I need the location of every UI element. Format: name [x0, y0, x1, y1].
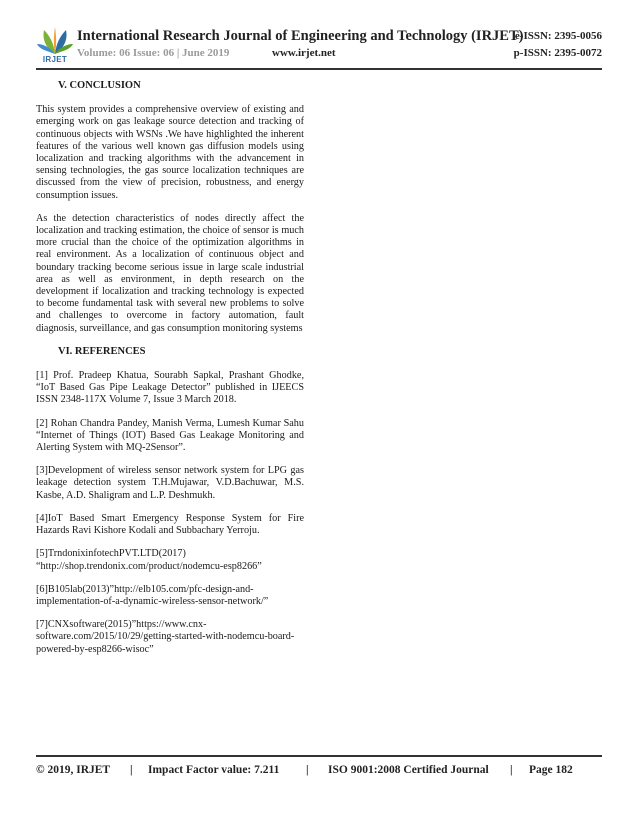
conclusion-paragraph: As the detection characteristics of nodes directly affect the localization and tracking estimation, the choice of sensor is much more crucial than the choice of the optimization algorithms in real environment. As a localization of continuous object and boundary tracking become serious issue in large scale industrial area as well as environment, in depth research on the development if localization and tracking technology is expected to become fundamental task with several new problems to solve and challenges to overcome in factory automation, fault diagnosis, surveillance, and gas consumption monitoring systems	[36, 212, 304, 334]
reference-item: [2] Rohan Chandra Pandey, Manish Verma, Lumesh Kumar Sahu “Internet of Things (IOT) Based Gas Leakage Monitoring and Alerting System with MQ-2Sensor”.	[36, 417, 304, 454]
reference-item: [3]Development of wireless sensor network system for LPG gas leakage detection system T.H.Mujawar, V.D.Bachuwar, M.S. Kasbe, A.D. Shaligram and L.P. Deshmukh.	[36, 465, 304, 501]
p-issn: p-ISSN: 2395-0072	[513, 47, 602, 59]
footer-separator: |	[510, 764, 513, 776]
conclusion-paragraph: This system provides a comprehensive overview of existing and emerging work on gas leakage source detection and tracking of continuous objects with WSNs .We have highlighted the inherent features of the various well known gas diffusion models using localization and tracking algorithms with the advancement in sensing technologies, the gas source localization techniques are discussed from the view of precision, robustness, and energy consumption issues.	[36, 104, 304, 201]
header-divider	[36, 68, 602, 70]
footer-separator: |	[130, 764, 133, 776]
journal-title: International Research Journal of Engineering and Technology (IRJET)	[77, 28, 524, 44]
footer-page-number: Page 182	[529, 764, 573, 776]
reference-item: [6]B105lab(2013)”http://elb105.com/pfc-design-and-implementation-of-a-dynamic-wireless-sensor-network/”	[36, 583, 269, 607]
logo-leaf-icon	[36, 26, 74, 56]
page-header	[36, 26, 602, 66]
logo-text: IRJET	[42, 55, 68, 64]
reference-item: [7]CNXsoftware(2015)”https://www.cnx-software.com/2015/10/29/getting-started-with-nodemcu-board-powered-by-esp8266-wisoc”	[36, 619, 295, 655]
reference-item: [1] Prof. Pradeep Khatua, Sourabh Sapkal, Prashant Ghodke, “IoT Based Gas Pipe Leakage Detector” published in IJEECS ISSN 2348-117X Volume 7, Issue 3 March 2018.	[36, 370, 304, 406]
references-heading: VI. REFERENCES	[58, 345, 146, 357]
footer-iso: ISO 9001:2008 Certified Journal	[328, 764, 489, 776]
issue-line: Volume: 06 Issue: 06 | June 2019	[77, 47, 230, 59]
reference-item: [5]TrndonixinfotechPVT.LTD(2017) “http://shop.trendonix.com/product/nodemcu-esp8266”	[36, 548, 262, 572]
left-column	[36, 80, 304, 667]
conclusion-heading: V. CONCLUSION	[58, 80, 141, 91]
page-footer	[36, 764, 602, 782]
footer-divider	[36, 755, 602, 757]
irjet-logo	[36, 26, 74, 66]
reference-item: [4]IoT Based Smart Emergency Response System for Fire Hazards Ravi Kishore Kodali and Subbachary Yerroju.	[36, 512, 304, 537]
e-issn: e-ISSN: 2395-0056	[514, 30, 602, 42]
footer-copyright: © 2019, IRJET	[36, 764, 111, 776]
website-link[interactable]: www.irjet.net	[272, 47, 336, 59]
footer-impact-factor: Impact Factor value: 7.211	[148, 764, 280, 776]
footer-separator: |	[306, 764, 309, 776]
